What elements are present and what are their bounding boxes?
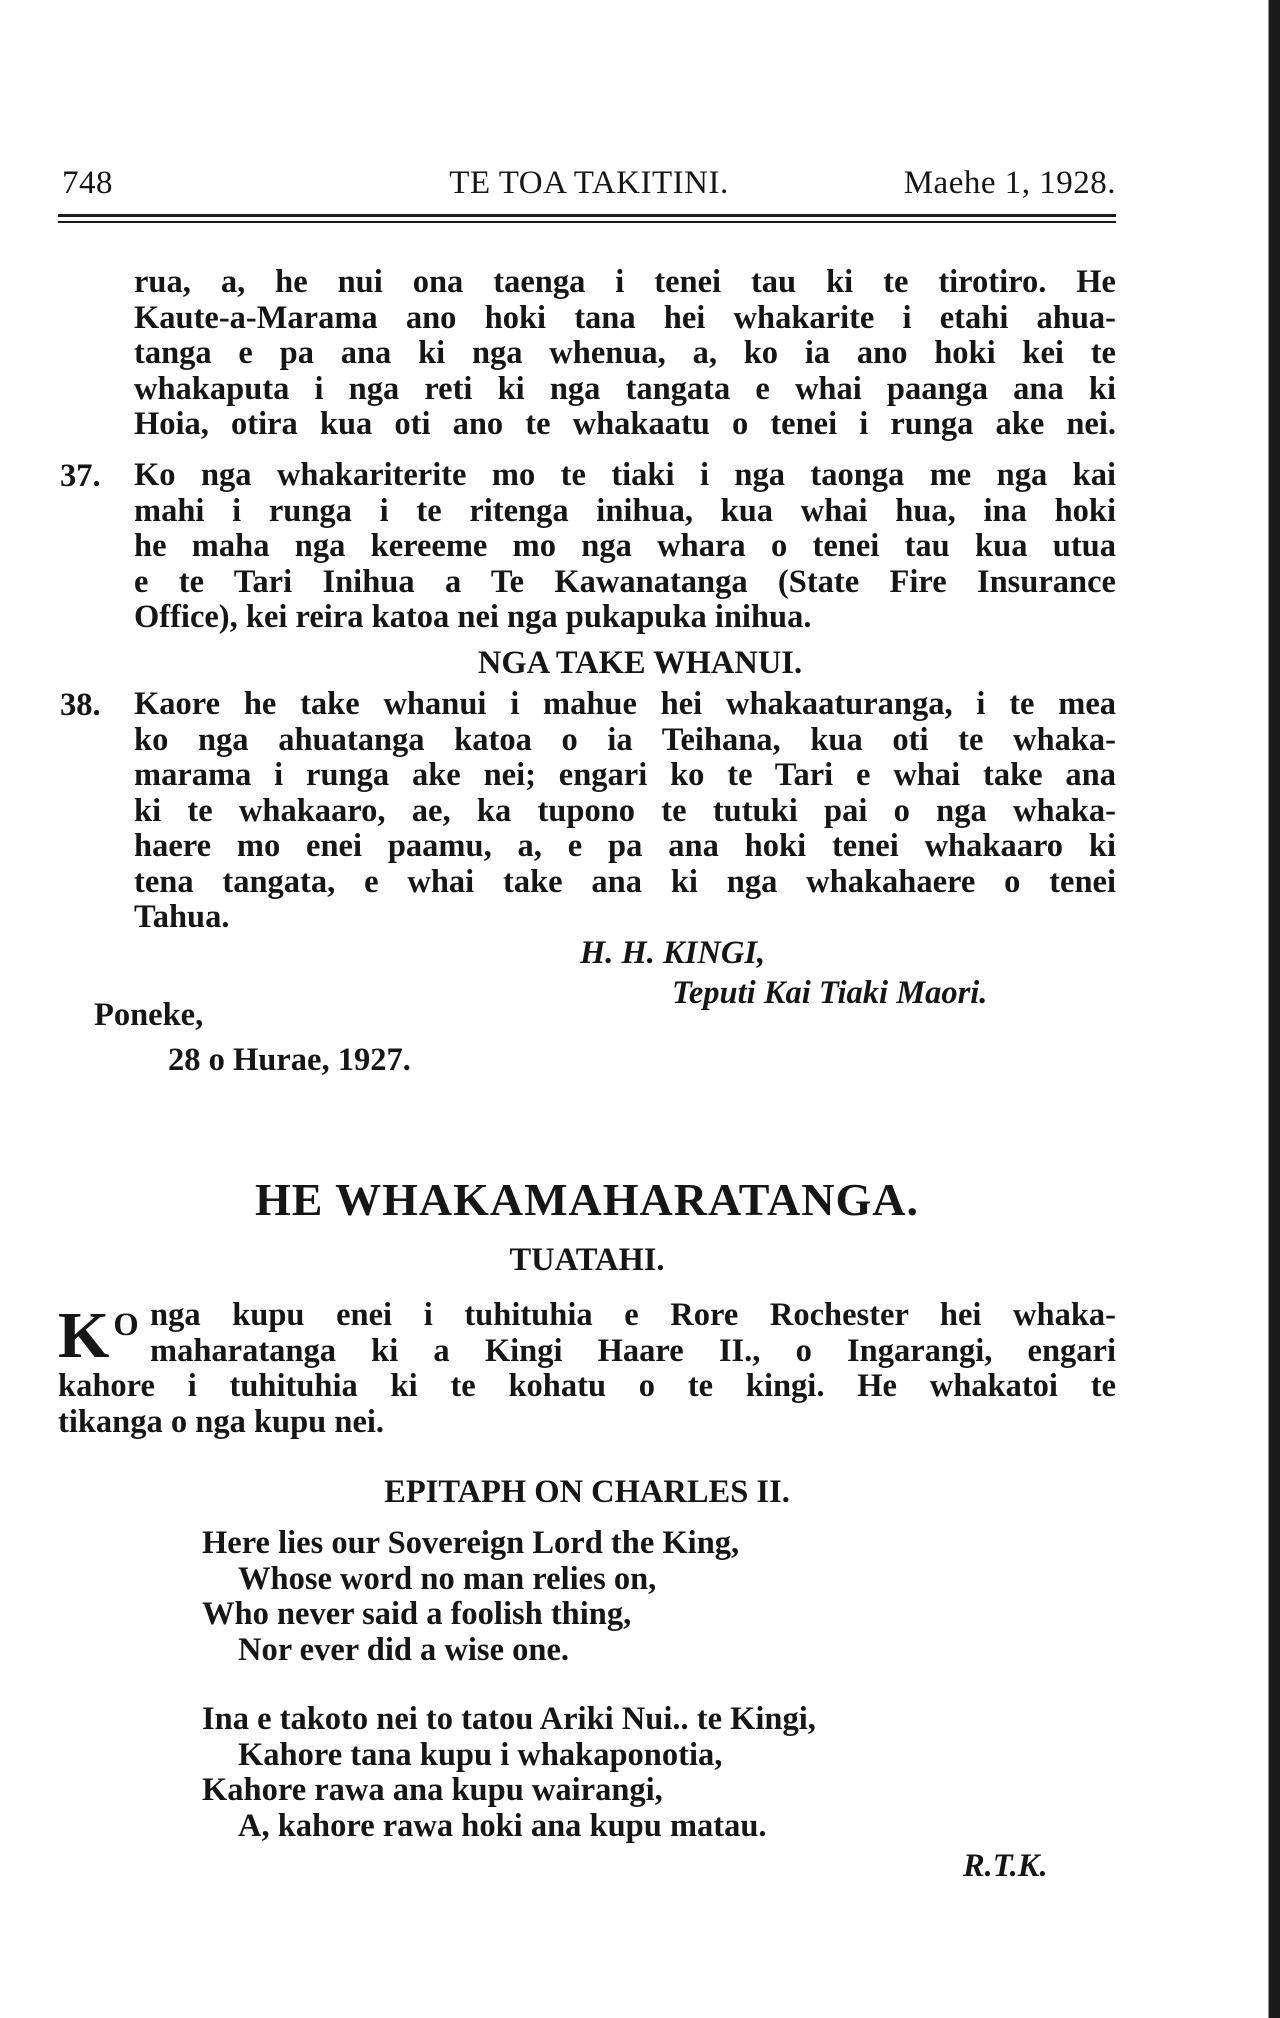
text-line: haere mo enei paamu, a, e pa ana hoki tenei whakaaro ki [134, 828, 1116, 864]
article-paragraph [58, 1369, 1116, 1440]
intro-paragraph [134, 265, 1116, 443]
header-rule-top [58, 214, 1116, 217]
text-line: tena tangata, e whai take ana ki nga whakahaere o tenei [134, 863, 1116, 900]
poem-line: Who never said a foolish thing, [202, 1596, 632, 1632]
header-rule-bottom [58, 221, 1116, 223]
page-number: 748 [62, 165, 113, 201]
text-line: Kaute-a-Marama ano hoki tana hei whakarite i etahi ahua- [134, 299, 1116, 336]
poem-maori [202, 1702, 816, 1844]
text-line: he maha nga kereeme mo nga whara o tenei tau kua utua [134, 528, 1116, 564]
text-line: Kaore he take whanui i mahue hei whakaaturanga, i te mea [134, 686, 1116, 722]
item-37-paragraph [134, 458, 1116, 636]
item-number-38: 38. [60, 687, 101, 723]
poem-line: Whose word no man relies on, [238, 1560, 657, 1597]
page-edge-binding [1264, 0, 1280, 2018]
signature-place: Poneke, [94, 997, 204, 1033]
item-number-37: 37. [60, 458, 101, 494]
author-initials: R.T.K. [963, 1848, 1048, 1884]
text-line: mahi i runga i te ritenga inihua, kua whai hua, ina hoki [134, 492, 1116, 529]
text-line: tikanga o nga kupu nei. [58, 1403, 385, 1440]
running-header [62, 165, 1116, 205]
drop-cap [58, 1292, 139, 1372]
signature-date: 28 o Hurae, 1927. [168, 1042, 411, 1078]
text-line: Hoia, otira kua oti ano te whakaatu o tenei i runga ake nei. [134, 406, 1116, 442]
text-line: ko nga ahuatanga katoa o ia Teihana, kua oti te whaka- [134, 721, 1116, 758]
text-line: ki te whakaaro, ae, ka tupono te tutuki pai o nga whaka- [134, 792, 1116, 829]
drop-cap-letter: K [58, 1299, 110, 1372]
text-line: nga kupu enei i tuhituhia e Rore Rochester hei whaka- [150, 1297, 1116, 1333]
text-line: marama i runga ake nei; engari ko te Tari e whai take ana [134, 757, 1116, 793]
text-line: rua, a, he nui ona taenga i tenei tau ki te tirotiro. He [134, 264, 1116, 300]
poem-line: A, kahore rawa hoki ana kupu matau. [238, 1807, 767, 1844]
poem-line: Kahore rawa ana kupu wairangi, [202, 1772, 663, 1808]
poem-line: Nor ever did a wise one. [238, 1631, 569, 1668]
drop-cap-rest: O [113, 1307, 139, 1343]
text-line: Office), kei reira katoa nei nga pukapuka inihua. [134, 599, 812, 635]
text-line: Tahua. [134, 899, 230, 935]
text-line: tanga e pa ana ki nga whenua, a, ko ia ano hoki kei te [134, 335, 1116, 371]
text-line: Ko nga whakariterite mo te tiaki i nga taonga me nga kai [134, 457, 1116, 493]
poem-line: Here lies our Sovereign Lord the King, [202, 1525, 740, 1561]
article-title: HE WHAKAMAHARATANGA. [255, 1174, 919, 1225]
text-line: kahore i tuhituhia ki te kohatu o te kingi. He whakatoi te [58, 1368, 1116, 1404]
poem-line: Ina e takoto nei to tatou Ariki Nui.. te Kingi, [202, 1701, 816, 1737]
signatory-title: Teputi Kai Tiaki Maori. [672, 975, 988, 1011]
poem-line: Kahore tana kupu i whakaponotia, [238, 1736, 723, 1773]
article-subtitle: TUATAHI. [509, 1242, 665, 1278]
issue-date: Maehe 1, 1928. [903, 165, 1116, 201]
poem-heading: EPITAPH ON CHARLES II. [384, 1474, 790, 1510]
text-line: whakaputa i nga reti ki nga tangata e whai paanga ana ki [134, 370, 1116, 407]
text-line: e te Tari Inihua a Te Kawanatanga (State Fire Insurance [134, 563, 1116, 600]
section-heading-general: NGA TAKE WHANUI. [477, 645, 803, 681]
item-38-paragraph [134, 687, 1116, 936]
publication-title: TE TOA TAKITINI. [449, 165, 729, 201]
poem-english [202, 1526, 739, 1668]
article-first-line [150, 1298, 1116, 1369]
signatory-name: H. H. KINGI, [580, 935, 766, 971]
text-line: maharatanga ki a Kingi Haare II., o Ingarangi, engari [150, 1332, 1116, 1369]
